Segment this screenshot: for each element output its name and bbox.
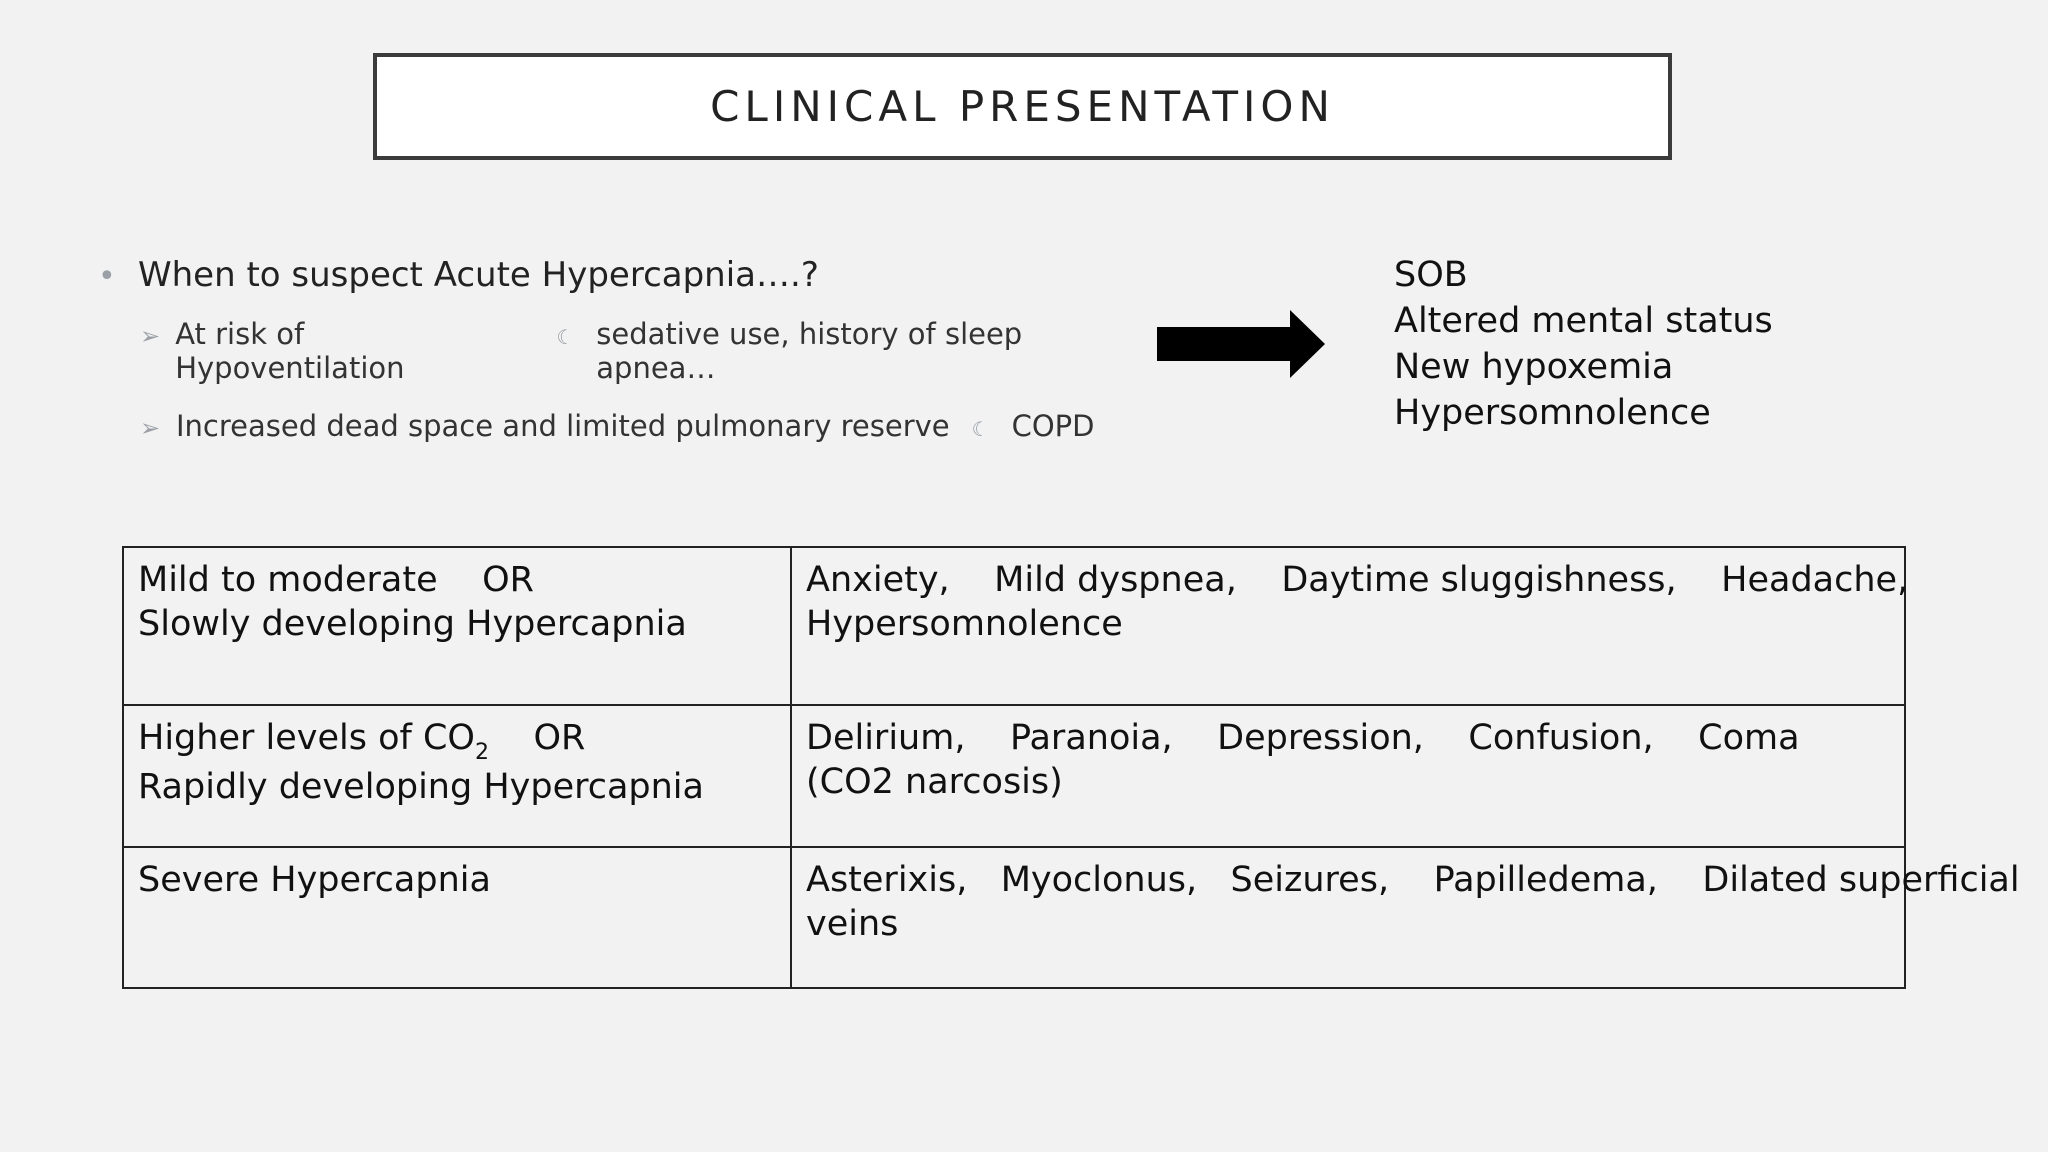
table-row (123, 547, 1905, 705)
sub-bullet-1-left: At risk of Hypoventilation (175, 317, 405, 385)
arrowhead-icon: ➢ (140, 414, 161, 442)
table-cell-severity (123, 705, 791, 847)
table-cell-severity (123, 847, 791, 988)
cell-line: Delirium, Paranoia, Depression, Confusion, Coma (806, 718, 1800, 758)
cell-line: Severe Hypercapnia (138, 860, 491, 900)
bullet-main (98, 255, 1138, 295)
symptom-list (1394, 252, 1773, 436)
symptom-item: New hypoxemia (1394, 347, 1674, 387)
crescent-icon: ☾ (556, 325, 575, 349)
table-row (123, 847, 1905, 988)
cell-line (138, 716, 776, 765)
cell-line: Mild to moderate OR (138, 560, 534, 600)
presentation-table (122, 546, 2020, 989)
symptom-item: Hypersomnolence (1394, 393, 1711, 433)
bullet-dot-icon: • (98, 259, 116, 294)
sub-bullet-2-left: Increased dead space and limited pulmonary reserve (176, 409, 950, 443)
bullet-list (98, 255, 1138, 443)
sub-bullet-1-right: sedative use, history of sleep apnea… (596, 317, 1023, 385)
symptom-item: Altered mental status (1394, 301, 1773, 341)
cell-line: Hypersomnolence (806, 604, 1123, 644)
sub-bullet-2-right: COPD (1011, 409, 1095, 443)
table-cell-symptoms (791, 705, 1905, 847)
cell-line: Slowly developing Hypercapnia (138, 604, 687, 644)
cell-line: Asterixis, Myoclonus, Seizures, Papilledema, Dilated superficial (806, 860, 2020, 900)
right-arrow-icon (1157, 310, 1325, 378)
page-title: CLINICAL PRESENTATION (710, 82, 1335, 131)
title-box (373, 53, 1672, 160)
sub-bullet-2 (140, 409, 1138, 443)
table-cell-symptoms (791, 847, 2020, 988)
subscript: 2 (474, 740, 489, 765)
cell-line: Anxiety, Mild dyspnea, Daytime sluggishness, Headache, (806, 560, 1909, 600)
cell-line: Rapidly developing Hypercapnia (138, 767, 704, 807)
or-text: OR (488, 718, 586, 758)
table-row (123, 705, 1905, 847)
sub-bullet-1 (140, 317, 1138, 385)
cell-line: (CO2 narcosis) (806, 762, 1063, 802)
table-cell-severity (123, 547, 791, 705)
bullet-main-text: When to suspect Acute Hypercapnia….? (138, 255, 819, 295)
arrowhead-icon: ➢ (140, 322, 161, 350)
symptom-item: SOB (1394, 255, 1468, 295)
co2-text: Higher levels of CO (138, 718, 475, 758)
cell-line: veins (806, 904, 899, 944)
table-cell-symptoms (791, 547, 1909, 705)
crescent-icon: ☾ (971, 417, 990, 441)
